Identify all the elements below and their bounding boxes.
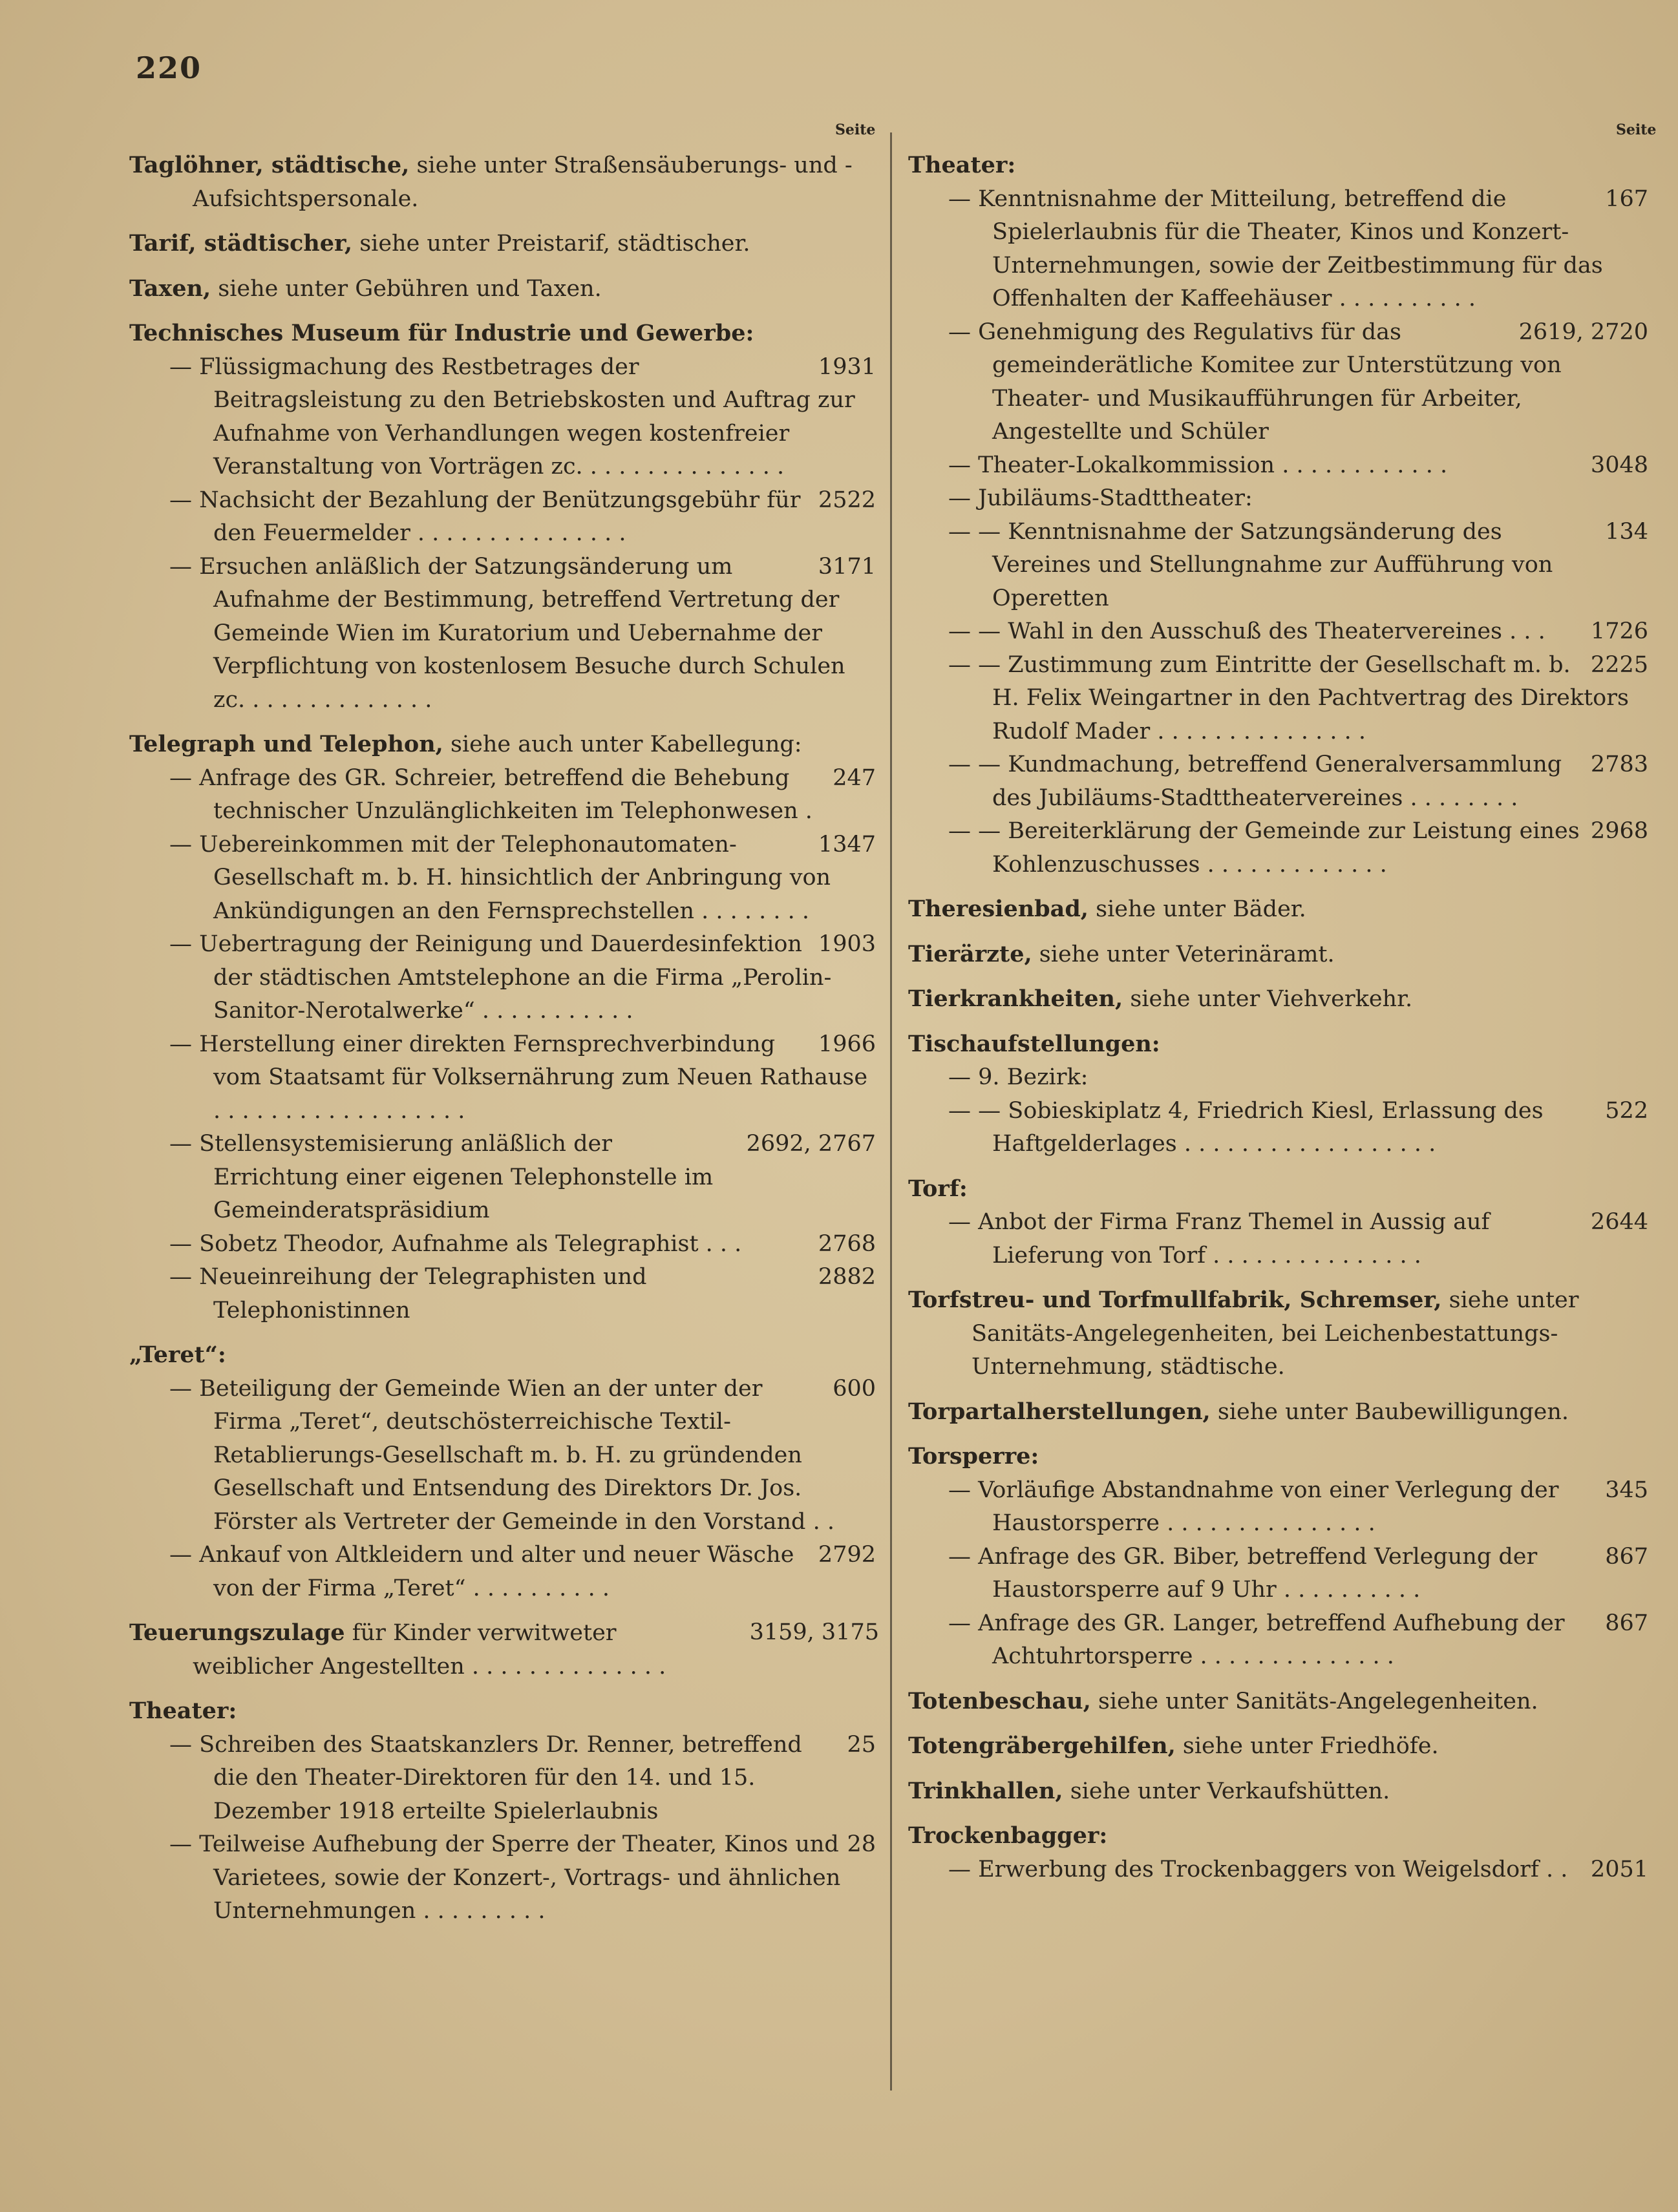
sub-entry-text: — Uebereinkommen mit der Telephonautomaten-Gesellschaft m. b. H. hinsichtlich der Anbringung von Ankündigungen an den Fernsprechstellen . . . . . . . . <box>169 831 831 924</box>
index-entry <box>129 149 879 216</box>
entry-heading-line <box>129 728 879 762</box>
entry-heading-line <box>908 1685 1651 1719</box>
sub-entry-text: — — Kundmachung, betreffend Generalversammlung des Jubiläums-Stadttheatervereines . . . . . . . . <box>948 752 1562 811</box>
sub-entry <box>908 815 1651 881</box>
sub-entry-text: — Ankauf von Altkleidern und alter und neuer Wäsche von der Firma „Teret“ . . . . . . . . . . <box>169 1542 794 1601</box>
sub-entry <box>908 1095 1651 1161</box>
entry-term: Torsperre: <box>908 1443 1039 1469</box>
entry-term: Technisches Museum für Industrie und Gewerbe: <box>129 320 754 346</box>
entry-heading-line <box>129 1338 879 1373</box>
entry-heading-line <box>908 149 1651 183</box>
index-entry <box>908 982 1651 1016</box>
entry-heading-line <box>129 272 879 306</box>
sub-entry <box>129 1228 879 1261</box>
seite-label-left: Seite <box>835 121 876 138</box>
sub-entry <box>129 551 879 717</box>
sub-entry-text: — Sobetz Theodor, Aufnahme als Telegraphist . . . <box>169 1230 742 1257</box>
page-reference: 2619, 2720 <box>1518 319 1648 345</box>
index-entry <box>908 1283 1651 1384</box>
sub-entry-text: — Jubiläums-Stadttheater: <box>948 485 1253 511</box>
index-entry <box>908 938 1651 972</box>
entry-text: siehe unter Straßensäuberungs- und -Aufsichtspersonale. <box>193 153 853 212</box>
sub-entry-text: — Theater-Lokalkommission . . . . . . . . . . . . <box>948 452 1448 478</box>
page-reference: 2783 <box>1590 752 1648 777</box>
entry-text: siehe auch unter Kabellegung: <box>443 732 802 757</box>
page-reference: 1931 <box>818 353 876 380</box>
entry-term: „Teret“: <box>129 1342 226 1368</box>
sub-entry <box>129 1828 879 1928</box>
sub-entry-text: — Nachsicht der Bezahlung der Benützungsgebühr für den Feuermelder . . . . . . . . . . . . . . . <box>169 487 801 546</box>
entry-term: Theater: <box>129 1698 237 1724</box>
page-reference: 345 <box>1605 1477 1648 1503</box>
sub-entry <box>129 1261 879 1327</box>
sub-entry-text: — Vorläufige Abstandnahme von einer Verlegung der Haustorsperre . . . . . . . . . . . . . . . <box>948 1477 1559 1536</box>
sub-entry-text: — 9. Bezirk: <box>948 1064 1089 1090</box>
sub-entry <box>129 928 879 1028</box>
entry-heading-line <box>129 1616 879 1683</box>
sub-entry <box>129 1539 879 1605</box>
entry-term: Taglöhner, städtische, <box>129 152 410 178</box>
page-reference: 2792 <box>818 1542 876 1568</box>
sub-entry <box>129 1729 879 1829</box>
sub-entry <box>129 828 879 929</box>
sub-entry <box>908 183 1651 316</box>
page-reference: 2225 <box>1590 651 1648 678</box>
entry-term: Teuerungszulage <box>129 1619 345 1646</box>
sub-entry <box>908 1853 1651 1887</box>
page-reference: 600 <box>833 1375 876 1402</box>
page-reference: 867 <box>1605 1543 1648 1570</box>
seite-label-right: Seite <box>1616 121 1657 138</box>
entry-term: Theater: <box>908 152 1016 178</box>
index-entry <box>908 1395 1651 1429</box>
page-reference: 25 <box>847 1731 876 1758</box>
page-reference: 28 <box>847 1831 876 1857</box>
sub-entry <box>908 1474 1651 1541</box>
entry-term: Torfstreu- und Torfmullfabrik, Schremser, <box>908 1287 1442 1313</box>
entry-text: siehe unter Sanitäts-Angelegenheiten. <box>1090 1688 1538 1714</box>
sub-entry-text: — Anfrage des GR. Langer, betreffend Aufhebung der Achtuhrtorsperre . . . . . . . . . . . . . . <box>948 1610 1565 1669</box>
sub-entry <box>129 1028 879 1128</box>
entry-term: Tierärzte, <box>908 940 1032 967</box>
entry-heading-line <box>908 1027 1651 1062</box>
index-entry <box>129 227 879 261</box>
entry-term: Taxen, <box>129 275 211 302</box>
sub-entry <box>908 1061 1651 1095</box>
sub-entry <box>908 1541 1651 1607</box>
sub-entry <box>129 351 879 484</box>
index-entry <box>908 1685 1651 1719</box>
entry-term: Trinkhallen, <box>908 1777 1063 1804</box>
sub-entry <box>908 649 1651 749</box>
page-reference: 2522 <box>818 487 876 513</box>
sub-entry-text: — Beteiligung der Gemeinde Wien an der unter der Firma „Teret“, deutschösterreichische Textil-Retablierungs-Gesellschaft m. b. H. zu gründenden Gesellschaft und Entsendung des Direktors Dr. Jos. Förster als Vertreter der Gemeinde in den Vorstand . . <box>169 1375 834 1535</box>
entry-heading-line <box>908 892 1651 927</box>
sub-entry <box>129 1373 879 1539</box>
entry-text: siehe unter Friedhöfe. <box>1175 1733 1439 1759</box>
entry-text: siehe unter Gebühren und Taxen. <box>211 275 602 302</box>
page-reference: 2768 <box>818 1230 876 1257</box>
page-reference: 1726 <box>1590 618 1648 644</box>
sub-entry-text: — Erwerbung des Trockenbaggers von Weigelsdorf . . <box>948 1856 1568 1882</box>
index-entry <box>908 1172 1651 1273</box>
page-reference: 2051 <box>1590 1856 1648 1882</box>
sub-entry <box>129 1128 879 1228</box>
page-reference: 1347 <box>818 831 876 858</box>
page-reference: 167 <box>1605 185 1648 212</box>
page-number: 220 <box>136 50 202 85</box>
sub-entry <box>908 482 1651 516</box>
index-entry <box>908 1775 1651 1809</box>
sub-entry-text: — — Kenntnisnahme der Satzungsänderung des Vereines und Stellungnahme zur Aufführung von Operetten <box>948 518 1553 611</box>
sub-entry <box>908 615 1651 649</box>
entry-heading-line <box>129 317 879 351</box>
entry-text: siehe unter Bäder. <box>1089 896 1306 922</box>
entry-term: Theresienbad, <box>908 896 1089 922</box>
column-divider <box>890 132 892 2091</box>
sub-entry-text: — — Sobieskiplatz 4, Friedrich Kiesl, Erlassung des Haftgelderlages . . . . . . . . . . . . . . . . . . <box>948 1097 1544 1157</box>
index-entry <box>129 1338 879 1605</box>
sub-entry <box>908 316 1651 449</box>
sub-entry-text: — Teilweise Aufhebung der Sperre der Theater, Kinos und Varietees, sowie der Konzert-, Vortrags- und ähnlichen Unternehmungen . . . . . . . . . <box>169 1831 841 1924</box>
entry-term: Totenbeschau, <box>908 1687 1091 1714</box>
page-reference: 2882 <box>818 1264 876 1290</box>
page-reference: 2644 <box>1590 1209 1648 1235</box>
index-entry <box>129 1616 879 1683</box>
entry-text: siehe unter Veterinäramt. <box>1032 941 1335 967</box>
entry-text: siehe unter Preistarif, städtischer. <box>352 231 750 257</box>
page-reference: 2692, 2767 <box>746 1131 876 1157</box>
entry-text: siehe unter Viehverkehr. <box>1123 986 1413 1012</box>
entry-heading-line <box>908 1395 1651 1429</box>
page-reference: 247 <box>833 764 876 791</box>
sub-entry-text: — Anfrage des GR. Biber, betreffend Verlegung der Haustorsperre auf 9 Uhr . . . . . . . . . . <box>948 1543 1538 1603</box>
index-entry <box>129 272 879 306</box>
sub-entry-text: — Kenntnisnahme der Mitteilung, betreffend die Spielerlaubnis für die Theater, Kinos und Konzert-Unternehmungen, sowie der Zeitbestimmung für das Offenhalten der Kaffeehäuser . . . . . . . . . . <box>948 185 1603 311</box>
page-reference: 1903 <box>818 931 876 957</box>
page-reference: 2968 <box>1590 818 1648 844</box>
sub-entry <box>908 449 1651 483</box>
index-entry <box>908 1440 1651 1674</box>
sub-entry-text: — Ersuchen anläßlich der Satzungsänderung um Aufnahme der Bestimmung, betreffend Vertretung der Gemeinde Wien im Kuratorium und Uebernahme der Verpflichtung von kostenlosem Besuche durch Schulen zc. . . . . . . . . . . . . . <box>169 553 845 713</box>
sub-entry-text: — Schreiben des Staatskanzlers Dr. Renner, betreffend die den Theater-Direktoren für den 14. und 15. Dezember 1918 erteilte Spielerlaubnis <box>169 1731 802 1824</box>
index-entry <box>129 728 879 1327</box>
index-entry <box>129 1694 879 1928</box>
sub-entry-text: — Neueinreihung der Telegraphisten und Telephonistinnen <box>169 1264 647 1323</box>
entry-term: Tarif, städtischer, <box>129 230 353 257</box>
entry-heading-line <box>908 982 1651 1016</box>
sub-entry-text: — Uebertragung der Reinigung und Dauerdesinfektion der städtischen Amtstelephone an die Firma „Perolin-Sanitor-Nerotalwerke“ . . . . . . . . . . . <box>169 931 832 1024</box>
entry-heading-line <box>908 1775 1651 1809</box>
entry-term: Trockenbagger: <box>908 1822 1108 1849</box>
entry-term: Torf: <box>908 1175 968 1202</box>
sub-entry <box>908 1206 1651 1272</box>
entry-text: für Kinder verwitweter weiblicher Angestellten . . . . . . . . . . . . . . <box>193 1620 666 1680</box>
index-entry <box>908 1819 1651 1886</box>
entry-heading-line <box>908 938 1651 972</box>
entry-heading-line <box>908 1172 1651 1206</box>
index-entry <box>129 317 879 717</box>
index-entry <box>908 1027 1651 1161</box>
sub-entry-text: — Herstellung einer direkten Fernsprechverbindung vom Staatsamt für Volksernährung zum Neuen Rathause . . . . . . . . . . . . . . . . . . <box>169 1031 868 1124</box>
sub-entry-text: — — Bereiterklärung der Gemeinde zur Leistung eines Kohlenzuschusses . . . . . . . . . . . . . <box>948 818 1580 878</box>
entry-term: Tischaufstellungen: <box>908 1030 1160 1057</box>
entry-text: siehe unter Baubewilligungen. <box>1210 1398 1569 1425</box>
sub-entry <box>129 762 879 828</box>
entry-text: siehe unter Verkaufshütten. <box>1063 1778 1390 1804</box>
page-reference: 3048 <box>1590 452 1648 478</box>
sub-entry-text: — Flüssigmachung des Restbetrages der Beitragsleistung zu den Betriebskosten und Auftrag zur Aufnahme von Verhandlungen wegen kostenfreier Veranstaltung von Vorträgen zc. . . . . . . . . . . . . . . <box>169 353 855 479</box>
sub-entry <box>908 1607 1651 1674</box>
index-entry <box>908 892 1651 927</box>
sub-entry-text: — Genehmigung des Regulativs für das gemeinderätliche Komitee zur Unterstützung von Theater- und Musikaufführungen für Arbeiter, Angestellte und Schüler <box>948 319 1562 445</box>
entry-heading-line <box>129 227 879 261</box>
left-column <box>129 149 879 1939</box>
entry-term: Tierkrankheiten, <box>908 985 1123 1012</box>
entry-term: Totengräbergehilfen, <box>908 1733 1176 1759</box>
sub-entry-text: — Stellensystemisierung anläßlich der Errichtung einer eigenen Telephonstelle im Gemeinderatspräsidium <box>169 1131 714 1223</box>
sub-entry <box>908 748 1651 815</box>
page-reference: 3159, 3175 <box>749 1619 879 1645</box>
entry-text: siehe unter Sanitäts-Angelegenheiten, bei Leichenbestattungs-Unternehmung, städtische. <box>972 1287 1579 1380</box>
right-column <box>908 149 1651 1897</box>
page-reference: 134 <box>1605 518 1648 545</box>
entry-heading-line <box>908 1440 1651 1474</box>
entry-heading-line <box>908 1283 1651 1384</box>
sub-entry <box>129 484 879 551</box>
entry-heading-line <box>908 1819 1651 1853</box>
sub-entry-text: — Anfrage des GR. Schreier, betreffend die Behebung technischer Unzulänglichkeiten im Telephonwesen . <box>169 764 812 824</box>
sub-entry-text: — — Zustimmung zum Eintritte der Gesellschaft m. b. H. Felix Weingartner in den Pachtvertrag des Direktors Rudolf Mader . . . . . . . . . . . . . . . <box>948 651 1629 744</box>
entry-term: Telegraph und Telephon, <box>129 731 443 757</box>
entry-heading-line <box>908 1729 1651 1764</box>
page-reference: 867 <box>1605 1610 1648 1636</box>
entry-heading-line <box>129 149 879 216</box>
page-reference: 522 <box>1605 1097 1648 1124</box>
page-reference: 1966 <box>818 1031 876 1057</box>
sub-entry-text: — — Wahl in den Ausschuß des Theatervereines . . . <box>948 618 1545 644</box>
page-reference: 3171 <box>818 553 876 580</box>
index-entry <box>908 149 1651 881</box>
index-entry <box>908 1729 1651 1764</box>
entry-heading-line <box>129 1694 879 1729</box>
sub-entry <box>908 516 1651 616</box>
sub-entry-text: — Anbot der Firma Franz Themel in Aussig auf Lieferung von Torf . . . . . . . . . . . . . . . <box>948 1209 1490 1269</box>
entry-term: Torpartalherstellungen, <box>908 1398 1211 1425</box>
